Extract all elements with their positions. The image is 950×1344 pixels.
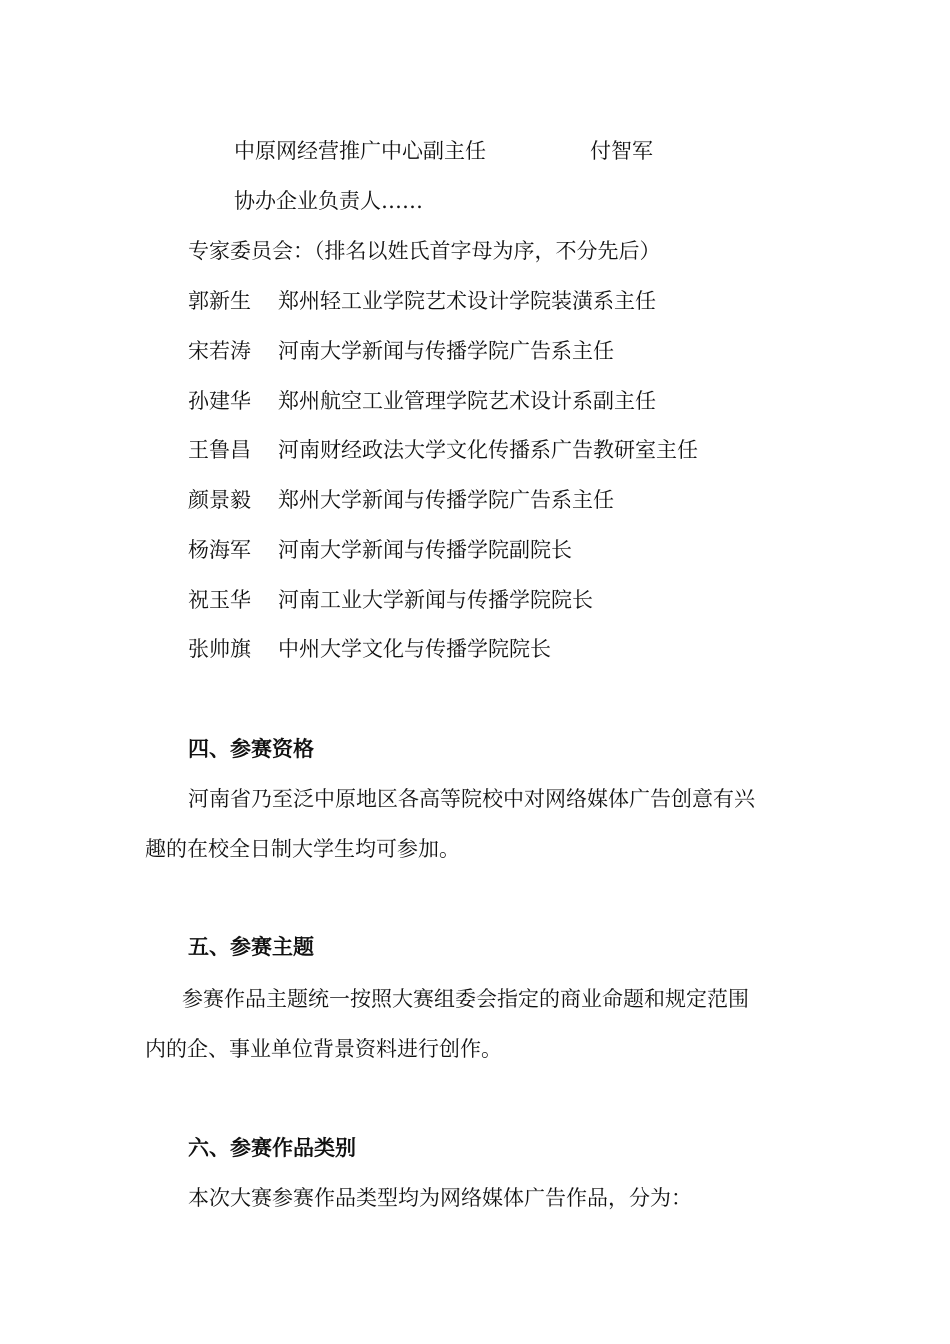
section-heading-theme: 五、参赛主题	[188, 934, 314, 959]
expert-member-name: 孙建华	[188, 389, 251, 413]
organizer-title-1: 中原网经营推广中心副主任	[234, 139, 486, 163]
section-heading-categories: 六、参赛作品类别	[188, 1135, 356, 1160]
expert-member-name: 杨海军	[188, 538, 251, 562]
expert-member-name: 宋若涛	[188, 339, 251, 363]
theme-paragraph-line-2: 内的企、事业单位背景资料进行创作。	[145, 1037, 502, 1061]
expert-member-title: 中州大学文化与传播学院院长	[278, 637, 551, 661]
expert-member-title: 河南工业大学新闻与传播学院院长	[278, 588, 593, 612]
eligibility-paragraph-line-1: 河南省乃至泛中原地区各高等院校中对网络媒体广告创意有兴	[188, 787, 755, 811]
expert-member-title: 河南大学新闻与传播学院广告系主任	[278, 339, 614, 363]
expert-member-title: 河南财经政法大学文化传播系广告教研室主任	[278, 438, 698, 462]
expert-member-title: 郑州大学新闻与传播学院广告系主任	[278, 488, 614, 512]
organizer-name-1: 付智军	[590, 139, 653, 163]
expert-member-name: 王鲁昌	[188, 438, 251, 462]
expert-member-name: 祝玉华	[188, 588, 251, 612]
organizer-row-2: 协办企业负责人……	[234, 189, 423, 213]
expert-member-name: 张帅旗	[188, 637, 251, 661]
expert-member-name: 颜景毅	[188, 488, 251, 512]
expert-member-name: 郭新生	[188, 289, 251, 313]
categories-paragraph-line-1: 本次大赛参赛作品类型均为网络媒体广告作品，分为：	[188, 1186, 692, 1210]
expert-member-title: 河南大学新闻与传播学院副院长	[278, 538, 572, 562]
expert-committee-heading: 专家委员会：（排名以姓氏首字母为序，不分先后）	[188, 239, 661, 263]
theme-paragraph-line-1: 参赛作品主题统一按照大赛组委会指定的商业命题和规定范围	[182, 987, 749, 1011]
section-heading-eligibility: 四、参赛资格	[188, 736, 314, 761]
eligibility-paragraph-line-2: 趣的在校全日制大学生均可参加。	[145, 837, 460, 861]
expert-member-title: 郑州轻工业学院艺术设计学院装潢系主任	[278, 289, 656, 313]
expert-member-title: 郑州航空工业管理学院艺术设计系副主任	[278, 389, 656, 413]
